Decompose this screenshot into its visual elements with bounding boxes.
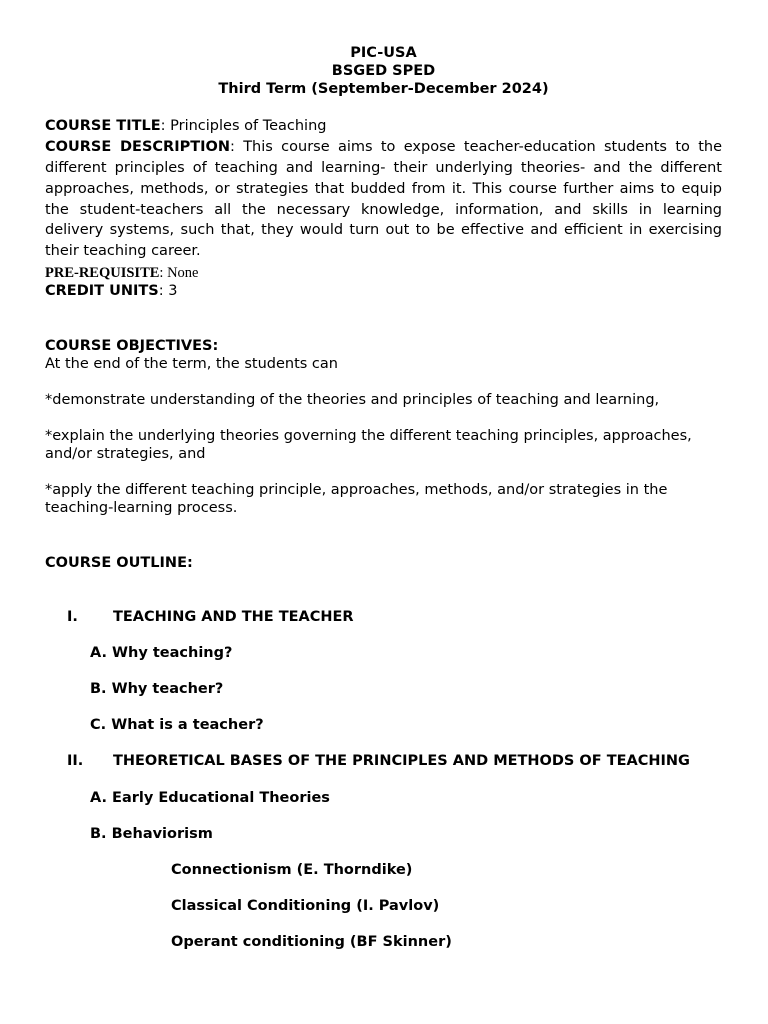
course-title-label: COURSE TITLE xyxy=(45,118,161,134)
section-number: II. xyxy=(67,753,84,769)
objective-item: *demonstrate understanding of the theories and principles of teaching and learning, xyxy=(45,391,660,408)
course-description-label: COURSE DESCRIPTION xyxy=(45,139,230,155)
outline-item: A. Why teaching? xyxy=(90,645,233,661)
course-title-value: : Principles of Teaching xyxy=(160,118,327,134)
outline-item: B. Why teacher? xyxy=(90,681,224,697)
section-number: I. xyxy=(67,609,78,625)
prerequisite-value: : None xyxy=(159,264,199,281)
outline-subitem: Operant conditioning (BF Skinner) xyxy=(171,934,452,950)
objective-item: *explain the underlying theories governing the different teaching principles, approaches, and/or strategies, and xyxy=(45,427,692,462)
program-name: BSGED SPED xyxy=(331,63,436,79)
document-body xyxy=(45,44,722,517)
objectives-intro: At the end of the term, the students can xyxy=(45,355,338,372)
outline-section-1 xyxy=(67,609,354,625)
outline-subitem: Connectionism (E. Thorndike) xyxy=(171,862,413,878)
prerequisite-label: PRE-REQUISITE xyxy=(45,264,160,281)
prerequisite-row xyxy=(45,264,722,282)
outline-subitem: Classical Conditioning (I. Pavlov) xyxy=(171,898,440,914)
outline-item: A. Early Educational Theories xyxy=(90,790,330,806)
outline-item: B. Behaviorism xyxy=(90,826,213,842)
section-title: THEORETICAL BASES OF THE PRINCIPLES AND METHODS OF TEACHING xyxy=(113,753,690,769)
outline-section-2 xyxy=(67,753,690,769)
course-description xyxy=(45,137,722,262)
credit-units-value: : 3 xyxy=(158,282,178,299)
section-title: TEACHING AND THE TEACHER xyxy=(113,609,354,625)
document-header xyxy=(45,44,722,98)
credit-units-row xyxy=(45,282,722,300)
credit-units-label: CREDIT UNITS xyxy=(45,282,159,299)
outline-item: C. What is a teacher? xyxy=(90,717,264,733)
org-name: PIC-USA xyxy=(350,45,417,61)
course-description-text: : This course aims to expose teacher-education students to the different principles of teaching and learning- their underlying theories- and the different approaches, methods, or strategies that budded from it. This course further aims to equip the student-teachers all the necessary knowledge, information, and skills in learning delivery systems, such that, they would turn out to be effective and efficient in exercising their teaching career. xyxy=(45,139,722,260)
course-title-row xyxy=(45,116,722,137)
term-line: Third Term (September-December 2024) xyxy=(218,81,549,97)
outline-heading: COURSE OUTLINE: xyxy=(45,555,193,571)
objective-item: *apply the different teaching principle, approaches, methods, and/or strategies in the teaching-learning process. xyxy=(45,481,668,516)
objectives-heading: COURSE OBJECTIVES: xyxy=(45,337,219,354)
